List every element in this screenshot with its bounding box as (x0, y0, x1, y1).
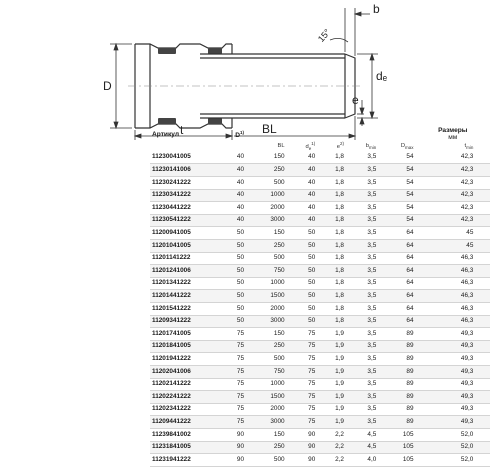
cell-de: 40 (287, 214, 318, 227)
cell-pad (475, 315, 490, 328)
cell-pad (475, 265, 490, 278)
cell-e: 1,9 (335, 405, 344, 413)
subheader-subscript: max (405, 144, 414, 150)
cell-e: 1,8 (335, 203, 344, 211)
subheader-b (346, 142, 378, 152)
subheader-superscript: 2) (339, 141, 344, 147)
cell-d: 64 (406, 279, 414, 287)
table-row (150, 227, 490, 240)
cell-de: 40 (287, 164, 318, 177)
label-angle: 15° (315, 27, 333, 44)
cell-t: 42,3 (416, 189, 476, 202)
cell-d: 54 (378, 164, 415, 177)
cell-pad (475, 391, 490, 404)
cell-pad (475, 240, 490, 253)
cell-de: 40 (308, 153, 316, 161)
cell-b: 4,5 (367, 430, 377, 438)
cell-art: 11230141006 (150, 164, 212, 177)
cell-dn: 50 (236, 229, 244, 236)
cell-dn: 75 (236, 354, 244, 362)
table-row (150, 290, 490, 303)
cell-dn: 75 (212, 340, 246, 353)
cell-art: 11202041006 (150, 365, 212, 378)
cell-pad (475, 252, 490, 265)
cell-bl: 1500 (246, 391, 287, 404)
spec-table-container (150, 127, 490, 463)
cell-de: 75 (287, 365, 318, 378)
table-body (150, 152, 490, 466)
table-row (150, 202, 490, 215)
cell-art: 11201041005 (150, 240, 212, 253)
cell-art: 11230041005 (152, 153, 191, 161)
subheader-dmax (378, 142, 415, 152)
header-article (150, 128, 212, 142)
cell-de: 90 (308, 430, 316, 438)
cell-dn: 50 (212, 315, 246, 328)
cell-art: 11201541222 (152, 304, 191, 312)
cell-e: 1,8 (317, 315, 346, 328)
cell-d: 54 (406, 178, 414, 186)
cell-e: 1,8 (317, 265, 346, 278)
cell-art: 11230241222 (152, 178, 191, 186)
cell-bl: 500 (273, 455, 285, 463)
cell-art: 11201841005 (150, 340, 212, 353)
spec-table (150, 128, 490, 467)
cell-t: 46,3 (460, 279, 474, 287)
cell-de: 50 (308, 279, 316, 287)
cell-b: 3,5 (346, 340, 378, 353)
cell-bl: 1000 (246, 189, 287, 202)
cell-t: 49,3 (416, 340, 476, 353)
cell-pad (475, 416, 490, 429)
header-sizes-unit: мм (448, 133, 458, 141)
label-bl: BL (262, 122, 277, 136)
header-spacer (246, 128, 416, 142)
cell-dn: 75 (236, 405, 244, 413)
cell-t: 42,3 (460, 203, 474, 211)
cell-dn: 75 (236, 329, 244, 337)
cell-pad (475, 177, 490, 190)
cell-d: 105 (402, 455, 414, 463)
cell-b: 3,5 (346, 164, 378, 177)
cell-art: 11201141222 (152, 254, 191, 262)
cell-bl: 1000 (270, 279, 285, 287)
cell-d: 64 (406, 304, 414, 312)
cell-bl: 750 (246, 365, 287, 378)
cell-pad (475, 378, 490, 391)
label-t: t (180, 123, 184, 137)
cell-de: 40 (287, 189, 318, 202)
cell-de: 50 (287, 240, 318, 253)
cell-e: 1,8 (335, 178, 344, 186)
cell-pad (475, 441, 490, 454)
label-d: D (103, 79, 112, 93)
cell-b: 3,5 (346, 391, 378, 404)
cell-e: 1,8 (317, 214, 346, 227)
table-row (150, 315, 490, 328)
subheader-text: BL (277, 142, 285, 149)
subheader-superscript: 1) (311, 141, 316, 147)
cell-art: 11239841002 (152, 430, 191, 438)
cell-bl: 150 (273, 153, 285, 161)
cell-de: 90 (308, 455, 316, 463)
cell-b: 3,5 (346, 290, 378, 303)
cell-b: 3,5 (367, 229, 377, 236)
cell-bl: 2000 (270, 304, 285, 312)
cell-de: 75 (308, 405, 316, 413)
cell-d: 54 (406, 153, 414, 161)
cell-bl: 3000 (246, 315, 287, 328)
cell-b: 3,5 (367, 203, 377, 211)
cell-t: 45 (466, 229, 474, 236)
cell-art: 11201741005 (152, 329, 191, 337)
cell-b: 3,5 (367, 279, 377, 287)
cell-bl: 3000 (246, 214, 287, 227)
cell-de: 75 (308, 380, 316, 388)
cell-pad (475, 290, 490, 303)
subheader-de (287, 142, 318, 152)
cell-d: 64 (378, 240, 415, 253)
cell-bl: 3000 (246, 416, 287, 429)
cell-b: 3,5 (346, 189, 378, 202)
table-row (150, 353, 490, 366)
cell-de: 50 (287, 290, 318, 303)
cell-d: 89 (378, 416, 415, 429)
header-dn-text: D (235, 131, 240, 139)
header-sizes (416, 128, 490, 142)
cell-d: 89 (378, 340, 415, 353)
cell-t: 52,0 (460, 430, 474, 438)
cell-b: 3,5 (367, 405, 377, 413)
cell-e: 1,8 (317, 290, 346, 303)
cell-pad (475, 277, 490, 290)
cell-pad (475, 353, 490, 366)
header-dn-sup: 1) (239, 129, 244, 135)
cell-e: 1,9 (335, 354, 344, 362)
cell-d: 64 (378, 315, 415, 328)
cell-bl: 1500 (246, 290, 287, 303)
cell-pad (475, 365, 490, 378)
cell-e: 1,9 (335, 380, 344, 388)
cell-d: 89 (406, 380, 414, 388)
cell-pad (475, 152, 490, 164)
cell-t: 46,3 (416, 315, 476, 328)
cell-e: 1,8 (317, 240, 346, 253)
cell-d: 89 (378, 365, 415, 378)
subheader-e (317, 142, 346, 152)
cell-d: 54 (378, 214, 415, 227)
subheader-text: e (336, 144, 340, 151)
cell-e: 1,8 (335, 254, 344, 262)
cell-t: 49,3 (416, 416, 476, 429)
cell-bl: 2000 (270, 203, 285, 211)
cell-t: 42,3 (460, 178, 474, 186)
cell-t: 42,3 (416, 164, 476, 177)
table-row (150, 240, 490, 253)
cell-de: 75 (287, 416, 318, 429)
cell-t: 52,0 (416, 441, 476, 454)
table-row (150, 391, 490, 404)
cell-e: 1,9 (317, 391, 346, 404)
cell-bl: 150 (273, 329, 285, 337)
table-row (150, 302, 490, 315)
cell-art: 11231941222 (152, 455, 191, 463)
cell-art: 11202141222 (152, 380, 191, 388)
subheader-text: b (365, 142, 370, 149)
cell-bl: 500 (273, 254, 285, 262)
cell-d: 89 (406, 354, 414, 362)
table-row (150, 277, 490, 290)
cell-t: 49,3 (460, 329, 474, 337)
subheader-subscript: min (466, 144, 474, 150)
cell-art: 11231841005 (150, 441, 212, 454)
cell-b: 3,5 (346, 240, 378, 253)
cell-bl: 500 (273, 178, 285, 186)
cell-art: 11230441222 (152, 203, 191, 211)
cell-b: 4,5 (346, 441, 378, 454)
cell-art: 11209341222 (150, 315, 212, 328)
cell-dn: 50 (236, 254, 244, 262)
cell-e: 1,9 (317, 365, 346, 378)
cell-b: 3,5 (367, 354, 377, 362)
cell-e: 2,2 (335, 430, 344, 438)
subheader-subscript: e (308, 146, 312, 152)
table-row (150, 416, 490, 429)
cell-bl: 150 (273, 430, 285, 438)
cell-t: 42,3 (416, 214, 476, 227)
cell-dn: 40 (236, 178, 244, 186)
cell-de: 40 (308, 178, 316, 186)
cell-pad (475, 340, 490, 353)
cell-dn: 90 (236, 455, 244, 463)
cell-b: 3,5 (367, 153, 377, 161)
table-row (150, 177, 490, 190)
cell-de: 75 (287, 340, 318, 353)
cell-b: 3,5 (367, 304, 377, 312)
cell-art: 11201341222 (152, 279, 191, 287)
cell-d: 89 (406, 329, 414, 337)
cell-dn: 40 (236, 153, 244, 161)
cell-de: 75 (287, 391, 318, 404)
table-row (150, 164, 490, 177)
subheader-text: t (464, 142, 467, 149)
cell-pad (475, 189, 490, 202)
cell-d: 105 (378, 441, 415, 454)
cell-de: 50 (308, 254, 316, 262)
cell-art: 11201941222 (152, 354, 191, 362)
table-row (150, 428, 490, 441)
cell-dn: 75 (212, 391, 246, 404)
cell-pad (475, 454, 490, 467)
cell-dn: 50 (212, 240, 246, 253)
cell-de: 40 (308, 203, 316, 211)
cell-d: 64 (406, 254, 414, 262)
cell-t: 49,3 (460, 380, 474, 388)
cell-bl: 250 (246, 340, 287, 353)
cell-pad (475, 214, 490, 227)
subheader-text: D (400, 142, 405, 149)
subheader-tmin (416, 142, 476, 152)
cell-dn: 40 (212, 164, 246, 177)
cell-de: 75 (308, 354, 316, 362)
cell-dn: 40 (236, 203, 244, 211)
cell-e: 2,2 (335, 455, 344, 463)
cell-d: 54 (406, 203, 414, 211)
cell-de: 50 (287, 265, 318, 278)
cell-dn: 50 (236, 304, 244, 312)
cell-e: 1,9 (317, 416, 346, 429)
cell-pad (475, 302, 490, 315)
cell-dn: 50 (236, 279, 244, 287)
cell-pad (475, 428, 490, 441)
table-row (150, 454, 490, 467)
table-row (150, 378, 490, 391)
cell-art: 11201441222 (150, 290, 212, 303)
cell-e: 1,8 (335, 153, 344, 161)
subheader-bl (246, 142, 287, 152)
cell-t: 49,3 (460, 405, 474, 413)
pipe-technical-drawing (0, 0, 500, 140)
table-row (150, 340, 490, 353)
table-row (150, 365, 490, 378)
cell-t: 46,3 (416, 290, 476, 303)
cell-t: 46,3 (460, 254, 474, 262)
cell-pad (475, 227, 490, 240)
cell-art: 11209441222 (150, 416, 212, 429)
cell-pad (475, 328, 490, 341)
cell-b: 3,5 (346, 416, 378, 429)
header-article-text: Артикул (152, 130, 180, 138)
cell-bl: 750 (246, 265, 287, 278)
cell-e: 1,8 (335, 279, 344, 287)
cell-art: 11202241222 (150, 391, 212, 404)
header-sizes-text: Размеры (438, 127, 468, 134)
cell-t: 42,3 (460, 153, 474, 161)
cell-dn: 40 (212, 214, 246, 227)
cell-e: 1,8 (317, 189, 346, 202)
cell-bl: 250 (246, 240, 287, 253)
cell-d: 64 (406, 229, 414, 236)
subheader-blank (150, 142, 212, 152)
cell-de: 50 (308, 229, 316, 236)
cell-de: 75 (308, 329, 316, 337)
cell-art: 11200941005 (152, 229, 191, 236)
cell-dn: 50 (212, 290, 246, 303)
cell-d: 54 (378, 189, 415, 202)
cell-t: 49,3 (416, 365, 476, 378)
cell-d: 89 (378, 391, 415, 404)
cell-b: 3,5 (346, 365, 378, 378)
cell-bl: 150 (273, 229, 285, 236)
cell-b: 4,0 (367, 455, 377, 463)
cell-b: 3,5 (367, 178, 377, 186)
cell-dn: 40 (212, 189, 246, 202)
cell-d: 89 (406, 405, 414, 413)
cell-t: 49,3 (460, 354, 474, 362)
table-row (150, 214, 490, 227)
cell-bl: 250 (246, 164, 287, 177)
table-row (150, 441, 490, 454)
cell-pad (475, 202, 490, 215)
table-row (150, 252, 490, 265)
cell-b: 3,5 (346, 214, 378, 227)
label-e: e (352, 93, 359, 107)
cell-dn: 75 (236, 380, 244, 388)
cell-e: 1,9 (317, 340, 346, 353)
cell-t: 52,0 (460, 455, 474, 463)
subheader-subscript: min (369, 144, 377, 150)
cell-b: 3,5 (367, 254, 377, 262)
cell-de: 50 (287, 315, 318, 328)
subheader-blank3 (475, 142, 490, 152)
table-row (150, 152, 490, 164)
cell-art: 11230341222 (150, 189, 212, 202)
cell-dn: 75 (212, 416, 246, 429)
table-row (150, 328, 490, 341)
label-de: dₑ (376, 69, 388, 83)
table-row (150, 189, 490, 202)
cell-bl: 250 (246, 441, 287, 454)
cell-dn: 50 (212, 265, 246, 278)
subheader-blank2 (212, 142, 246, 152)
table-row (150, 403, 490, 416)
cell-art: 11230541222 (150, 214, 212, 227)
cell-b: 3,5 (346, 265, 378, 278)
dimension-b (345, 8, 370, 56)
cell-e: 1,9 (335, 329, 344, 337)
table-subheader-row (150, 142, 490, 152)
cell-e: 2,2 (317, 441, 346, 454)
cell-bl: 500 (273, 354, 285, 362)
cell-dn: 90 (212, 441, 246, 454)
table-row (150, 265, 490, 278)
cell-de: 50 (308, 304, 316, 312)
cell-b: 3,5 (367, 329, 377, 337)
cell-e: 1,8 (335, 304, 344, 312)
cell-bl: 1000 (270, 380, 285, 388)
cell-pad (475, 164, 490, 177)
subheader-text: d (305, 143, 309, 150)
table-header-row (150, 128, 490, 142)
cell-art: 11202341222 (152, 405, 191, 413)
cell-t: 45 (416, 240, 476, 253)
cell-de: 90 (287, 441, 318, 454)
cell-d: 105 (402, 430, 414, 438)
cell-dn: 90 (236, 430, 244, 438)
cell-t: 49,3 (416, 391, 476, 404)
cell-art: 11201241006 (150, 265, 212, 278)
cell-pad (475, 403, 490, 416)
label-b: b (373, 2, 380, 16)
cell-b: 3,5 (367, 380, 377, 388)
cell-e: 1,8 (335, 229, 344, 236)
cell-d: 64 (378, 265, 415, 278)
cell-e: 1,8 (317, 164, 346, 177)
cell-dn: 75 (212, 365, 246, 378)
cell-d: 64 (378, 290, 415, 303)
cell-t: 46,3 (460, 304, 474, 312)
cell-bl: 2000 (270, 405, 285, 413)
cell-t: 46,3 (416, 265, 476, 278)
header-dn (212, 128, 246, 142)
cell-b: 3,5 (346, 315, 378, 328)
